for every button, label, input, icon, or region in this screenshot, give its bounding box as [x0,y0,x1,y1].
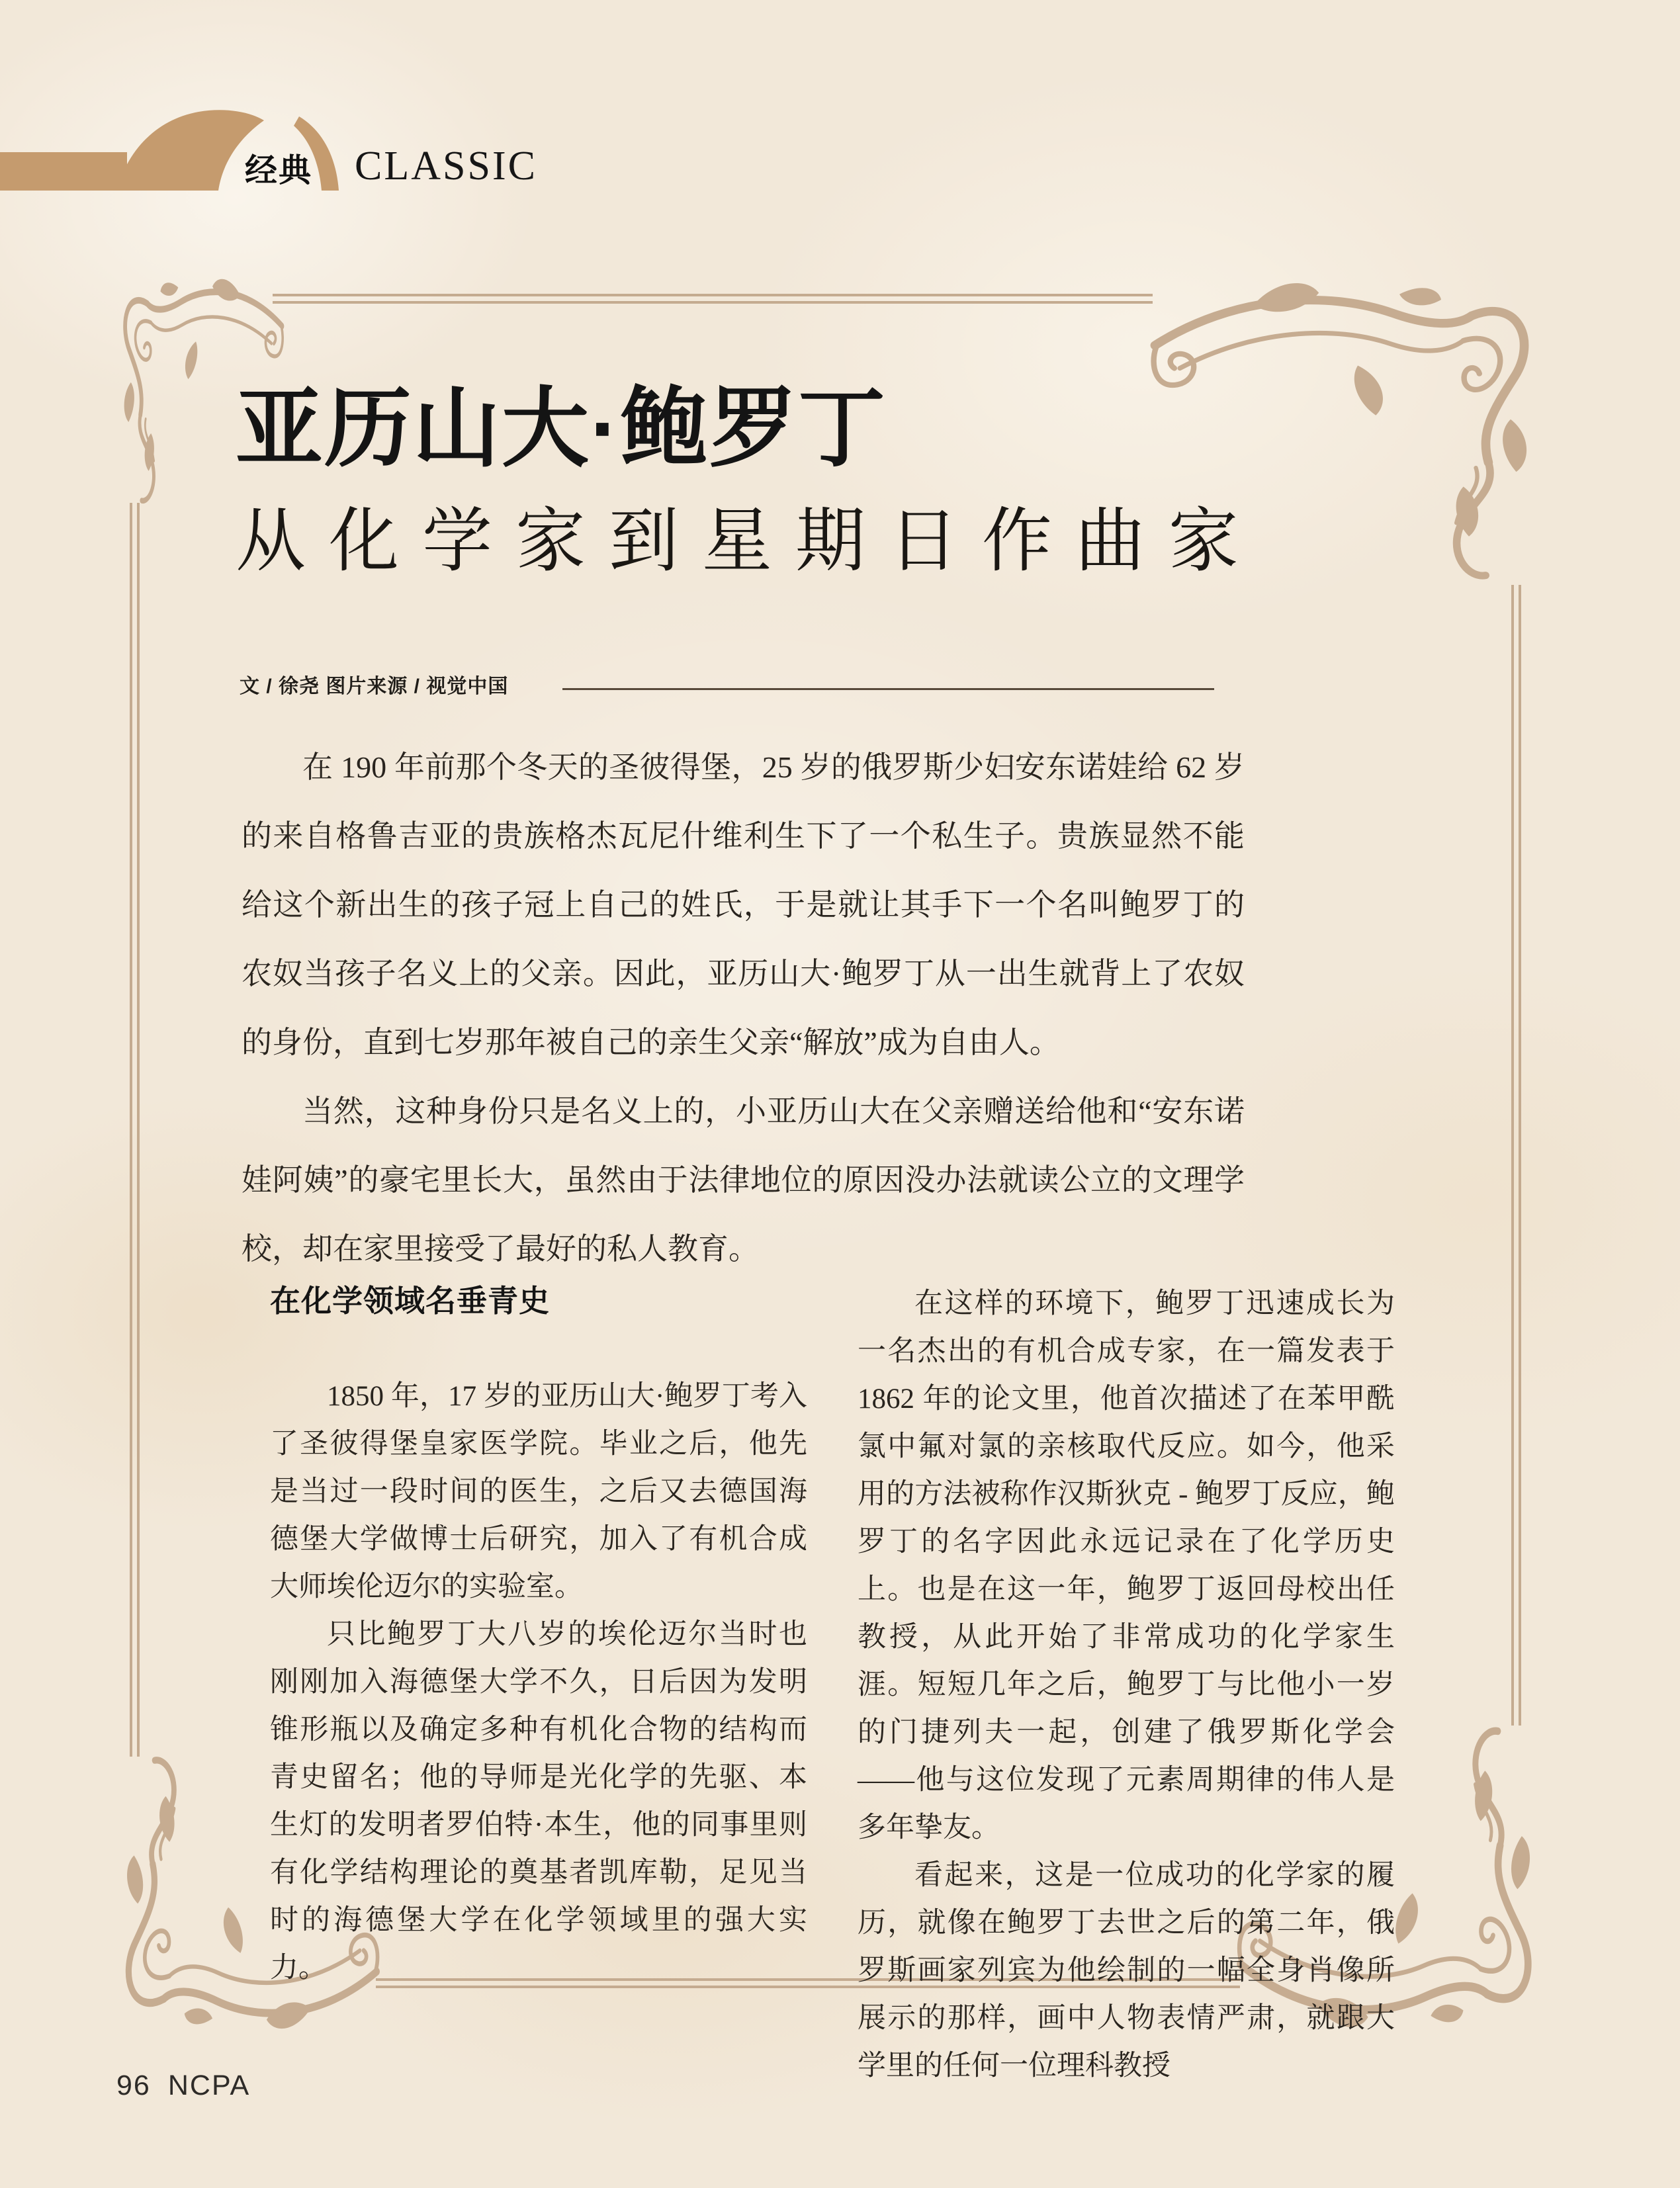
header-band [0,152,127,191]
intro-paragraph: 在 190 年前那个冬天的圣彼得堡，25 岁的俄罗斯少妇安东诺娃给 62 岁的来自格鲁吉亚的贵族格杰瓦尼什维利生下了一个私生子。贵族显然不能给这个新出生的孩子冠上自己的姓氏，于是就让其手下一个名叫鲍罗丁的农奴当孩子名义上的父亲。因此，亚历山大·鲍罗丁从一出生就背上了农奴的身份，直到七岁那年被自己的亲生父亲“解放”成为自由人。 [242,750,1245,1059]
category-label-chinese: 经典 [245,153,313,189]
frame-left-line [130,503,140,1757]
header-hill-swoosh [116,110,264,191]
right-column [858,1280,1395,2090]
frame-top-line [273,294,1153,304]
byline-rule [562,688,1214,690]
journal-name: NCPA [167,2070,251,2101]
byline: 文 / 徐尧 图片来源 / 视觉中国 [240,676,509,697]
body-paragraph: 1850 年，17 岁的亚历山大·鲍罗丁考入了圣彼得堡皇家医学院。毕业之后，他先是当过一段时间的医生，之后又去德国海德堡大学做博士后研究，加入了有机合成大师埃伦迈尔的实验室。 [270,1381,807,1602]
frame-right-line [1511,585,1521,1726]
article-title: 亚历山大·鲍罗丁 [236,380,887,477]
page-footer [116,2070,250,2102]
article-columns [270,1280,1395,2090]
body-paragraph: 看起来，这是一位成功的化学家的履历，就像在鲍罗丁去世之后的第二年，俄罗斯画家列宾为他绘制的一幅全身肖像所展示的那样，画中人物表情严肃，就跟大学里的任何一位理科教授 [858,1860,1395,2081]
category-label-english: CLASSIC [355,144,537,189]
body-paragraph: 只比鲍罗丁大八岁的埃伦迈尔当时也刚刚加入海德堡大学不久，日后因为发明锥形瓶以及确定多种有机化合物的结构而青史留名；他的导师是光化学的先驱、本生灯的发明者罗伯特·本生，他的同事里则有化学结构理论的奠基者凯库勒，足见当时的海德堡大学在化学领域里的强大实力。 [270,1619,807,1984]
article-subtitle: 从化学家到星期日作曲家 [236,503,1262,580]
left-column [270,1280,807,2090]
page-number: 96 [116,2070,151,2101]
section-heading: 在化学领域名垂青史 [270,1284,550,1318]
intro-block [242,733,1245,1284]
body-paragraph: 在这样的环境下，鲍罗丁迅速成长为一名杰出的有机合成专家，在一篇发表于 1862 年的论文里，他首次描述了在苯甲酰氯中氟对氯的亲核取代反应。如今，他采用的方法被称作汉斯狄克 - 鲍罗丁反应，鲍罗丁的名字因此永远记录在了化学历史上。也是在这一年，鲍罗丁返回母校出任教授，从此开始了非常成功的化学家生涯。短短几年之后，鲍罗丁与比他小一岁的门捷列夫一起，创建了俄罗斯化学会——他与这位发现了元素周期律的伟人是多年挚友。 [858,1288,1395,1843]
intro-paragraph: 当然，这种身份只是名义上的，小亚历山大在父亲赠送给他和“安东诺娃阿姨”的豪宅里长大，虽然由于法律地位的原因没办法就读公立的文理学校，却在家里接受了最好的私人教育。 [242,1094,1245,1266]
